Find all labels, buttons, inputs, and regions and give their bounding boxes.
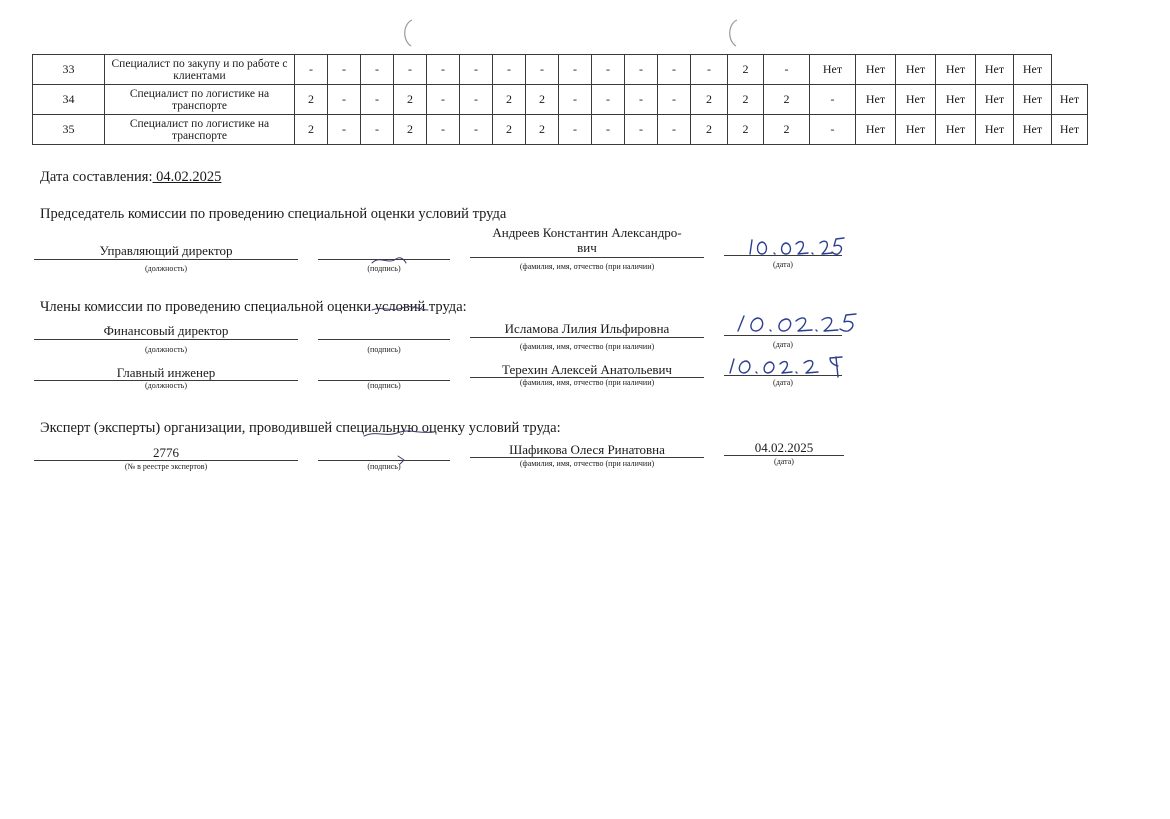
member-1-name-line: [470, 337, 704, 338]
factor-class-cell: 2: [764, 115, 810, 145]
member-2-name: Терехин Алексей Анатольевич: [502, 362, 672, 377]
chairman-date-caption: (дата): [773, 260, 793, 269]
chairman-name-line1: Андреев Константин Александро-: [492, 225, 682, 240]
factor-class-cell: Нет: [976, 85, 1014, 115]
factor-class-cell: -: [460, 55, 493, 85]
table-row: [33, 115, 1088, 145]
expert-name-caption: (фамилия, имя, отчество (при наличии): [519, 459, 655, 468]
factor-class-cell: -: [361, 115, 394, 145]
chairman-name: [470, 225, 704, 255]
punch-hole-mark: [399, 18, 415, 48]
member-1-date-caption: (дата): [773, 340, 793, 349]
member-1-position-line: [34, 339, 298, 340]
factor-class-cell: -: [295, 55, 328, 85]
chairman-position: Управляющий директор: [99, 243, 233, 258]
factor-class-cell: -: [764, 55, 810, 85]
compilation-date-value: 04.02.2025: [152, 169, 222, 185]
factor-class-cell: 2: [728, 115, 764, 145]
member-1-name: Исламова Лилия Ильфировна: [504, 321, 670, 336]
factor-class-cell: -: [559, 115, 592, 145]
table-row: [33, 85, 1088, 115]
factor-class-cell: Нет: [936, 85, 976, 115]
factor-class-cell: 2: [764, 85, 810, 115]
member-2-date-caption: (дата): [773, 378, 793, 387]
expert-registry-caption: (№ в реестре экспертов): [124, 462, 208, 471]
handwritten-date-chairman: [746, 234, 846, 258]
factor-class-cell: -: [625, 115, 658, 145]
member-1-name-caption: (фамилия, имя, отчество (при наличии): [519, 342, 655, 351]
factor-class-cell: 2: [295, 85, 328, 115]
factor-class-cell: Нет: [936, 115, 976, 145]
members-heading: Члены комиссии по проведению специальной оценки условий труда:: [40, 299, 467, 315]
factor-class-cell: -: [427, 85, 460, 115]
compilation-date-label: Дата составления:: [40, 169, 153, 185]
factor-class-cell: -: [625, 55, 658, 85]
member-2-position-caption: (должность): [145, 381, 187, 390]
compilation-date: [40, 169, 221, 186]
factor-class-cell: Нет: [856, 115, 896, 145]
signature-mark: [360, 426, 440, 466]
position-name-cell: Специалист по логистике на транспорте: [105, 85, 295, 115]
factor-class-cell: -: [658, 55, 691, 85]
expert-name: Шафикова Олеся Ринатовна: [509, 442, 665, 457]
expert-date-line: [724, 455, 844, 456]
factor-class-cell: Нет: [1014, 85, 1052, 115]
factor-class-cell: Нет: [1014, 55, 1052, 85]
factor-class-cell: 2: [295, 115, 328, 145]
factor-class-cell: 2: [728, 85, 764, 115]
factor-class-cell: Нет: [976, 55, 1014, 85]
factor-class-cell: Нет: [896, 115, 936, 145]
factor-class-cell: -: [361, 85, 394, 115]
factor-class-cell: -: [526, 55, 559, 85]
punch-hole-mark: [724, 18, 740, 48]
expert-date-caption: (дата): [774, 457, 794, 466]
factor-class-cell: Нет: [810, 55, 856, 85]
factor-class-cell: -: [810, 115, 856, 145]
chairman-signature-caption: (подпись): [367, 264, 401, 273]
assessment-table: [32, 54, 1088, 145]
factor-class-cell: Нет: [896, 55, 936, 85]
factor-class-cell: 2: [394, 85, 427, 115]
member-1-position-caption: (должность): [145, 345, 187, 354]
signature-mark: [370, 302, 430, 316]
position-name-cell: Специалист по логистике на транспорте: [105, 115, 295, 145]
member-1-position: Финансовый директор: [103, 323, 229, 338]
factor-class-cell: 2: [394, 115, 427, 145]
factor-class-cell: -: [328, 55, 361, 85]
position-name-cell: Специалист по закупу и по работе с клиентами: [105, 55, 295, 85]
factor-class-cell: -: [658, 115, 691, 145]
chairman-name-caption: (фамилия, имя, отчество (при наличии): [519, 262, 655, 271]
member-2-position: Главный инженер: [116, 365, 216, 380]
factor-class-cell: -: [394, 55, 427, 85]
member-2-signature-caption: (подпись): [367, 381, 401, 390]
factor-class-cell: -: [328, 115, 361, 145]
factor-class-cell: -: [810, 85, 856, 115]
factor-class-cell: 2: [691, 115, 728, 145]
handwritten-date-member-1: [734, 310, 860, 334]
factor-class-cell: -: [361, 55, 394, 85]
factor-class-cell: -: [328, 85, 361, 115]
factor-class-cell: Нет: [936, 55, 976, 85]
member-1-signature-line: [318, 339, 450, 340]
factor-class-cell: -: [460, 85, 493, 115]
factor-class-cell: 2: [493, 85, 526, 115]
factor-class-cell: 2: [728, 55, 764, 85]
factor-class-cell: -: [691, 55, 728, 85]
expert-registry-line: [34, 460, 298, 461]
row-number-cell: 35: [33, 115, 105, 145]
factor-class-cell: -: [592, 55, 625, 85]
factor-class-cell: 2: [526, 115, 559, 145]
chairman-position-line: [34, 259, 298, 260]
factor-class-cell: -: [559, 55, 592, 85]
member-1-signature-caption: (подпись): [367, 345, 401, 354]
factor-class-cell: -: [625, 85, 658, 115]
row-number-cell: 34: [33, 85, 105, 115]
expert-signature-caption: (подпись): [367, 462, 401, 471]
factor-class-cell: Нет: [856, 85, 896, 115]
chairman-position-caption: (должность): [145, 264, 187, 273]
table-row: [33, 55, 1088, 85]
factor-class-cell: -: [592, 115, 625, 145]
factor-class-cell: -: [559, 85, 592, 115]
factor-class-cell: 2: [691, 85, 728, 115]
factor-class-cell: -: [427, 115, 460, 145]
expert-name-line: [470, 457, 704, 458]
member-1-date-line: [724, 335, 842, 336]
factor-class-cell: Нет: [856, 55, 896, 85]
factor-class-cell: -: [658, 85, 691, 115]
factor-class-cell: Нет: [896, 85, 936, 115]
member-2-name-caption: (фамилия, имя, отчество (при наличии): [519, 378, 655, 387]
chairman-name-line: [470, 257, 704, 258]
factor-class-cell: 2: [526, 85, 559, 115]
signature-mark: [370, 253, 410, 267]
factor-class-cell: -: [460, 115, 493, 145]
factor-class-cell: Нет: [1052, 85, 1088, 115]
factor-class-cell: Нет: [1014, 115, 1052, 145]
factor-class-cell: Нет: [976, 115, 1014, 145]
factor-class-cell: -: [427, 55, 460, 85]
chairman-heading: Председатель комиссии по проведению специальной оценки условий труда: [40, 206, 507, 222]
factor-class-cell: -: [592, 85, 625, 115]
handwritten-date-member-2: [726, 353, 846, 379]
expert-date: 04.02.2025: [754, 440, 814, 455]
expert-registry-number: 2776: [153, 445, 179, 460]
expert-heading: Эксперт (эксперты) организации, проводившей специальную оценку условий труда:: [40, 420, 561, 436]
row-number-cell: 33: [33, 55, 105, 85]
factor-class-cell: -: [493, 55, 526, 85]
factor-class-cell: Нет: [1052, 115, 1088, 145]
factor-class-cell: 2: [493, 115, 526, 145]
chairman-name-line2: вич: [577, 240, 597, 255]
